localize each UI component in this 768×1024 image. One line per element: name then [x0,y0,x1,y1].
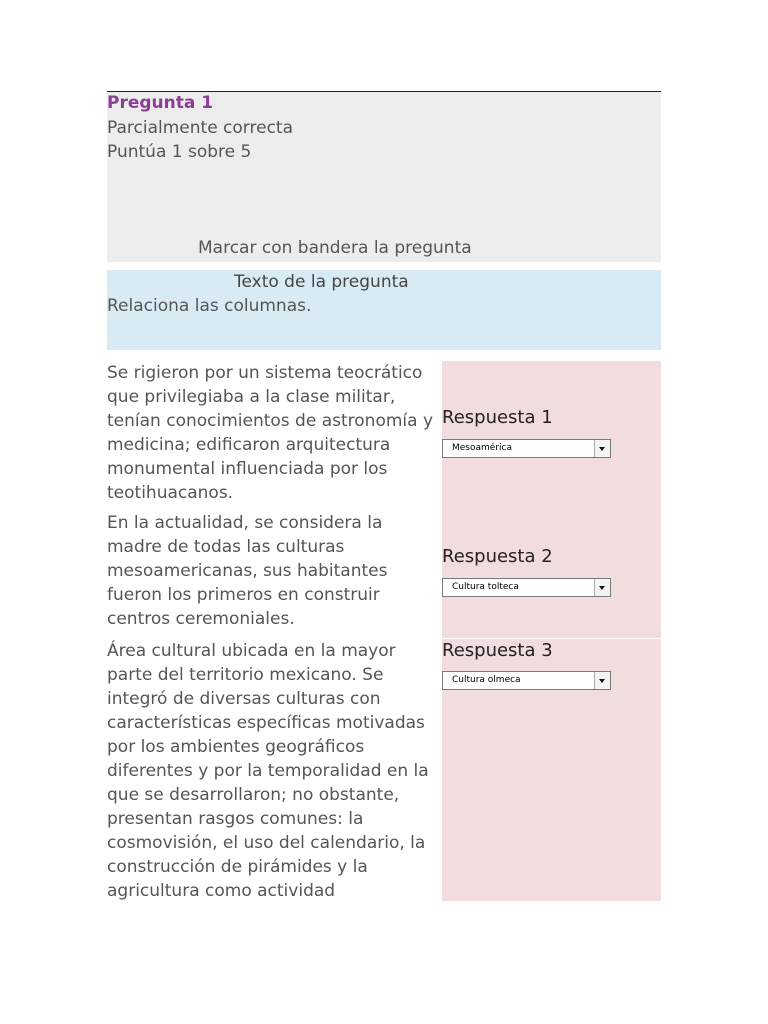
matching-stem-3: Área cultural ubicada en la mayor parte del territorio mexicano. Se integró de diversas culturas con características específicas motivadas por los ambientes geográficos diferentes y por la temporalidad en la que se desarrollaron; no obstante, presentan rasgos comunes: la cosmovisión, el uso del calendario, la construcción de pirámides y la agricultura como actividad [107,641,429,901]
question-info-panel [107,91,661,262]
question-grade: Puntúa 1 sobre 5 [107,142,252,162]
answer-label-2: Respuesta 2 [442,546,553,567]
answer-select-2[interactable] [442,578,611,597]
question-text-heading: Texto de la pregunta [234,272,409,292]
chevron-down-icon[interactable] [594,440,610,457]
answer-label-1: Respuesta 1 [442,407,553,428]
question-text-panel [107,270,661,350]
chevron-down-icon[interactable] [594,672,610,689]
answer-select-3[interactable] [442,671,611,690]
answer-select-1[interactable] [442,439,611,458]
question-state: Parcialmente correcta [107,118,293,138]
answer-select-3-value: Cultura olmeca [452,675,521,685]
chevron-down-icon[interactable] [594,579,610,596]
question-number: Pregunta 1 [107,93,214,113]
answer-select-2-value: Cultura tolteca [452,582,519,592]
answer-label-3: Respuesta 3 [442,640,553,661]
answer-select-1-value: Mesoamérica [452,443,512,453]
question-text-body: Relaciona las columnas. [107,296,312,316]
matching-stem-1: Se rigieron por un sistema teocrático que privilegiaba a la clase militar, tenían conocimientos de astronomía y medicina; edificaron arquitectura monumental influenciada por los teotihuacanos. [107,363,434,503]
matching-table [107,361,661,901]
matching-stem-2: En la actualidad, se considera la madre de todas las culturas mesoamericanas, sus habitantes fueron los primeros en construir centros ceremoniales. [107,513,388,629]
flag-question-link[interactable]: Marcar con bandera la pregunta [198,238,472,258]
